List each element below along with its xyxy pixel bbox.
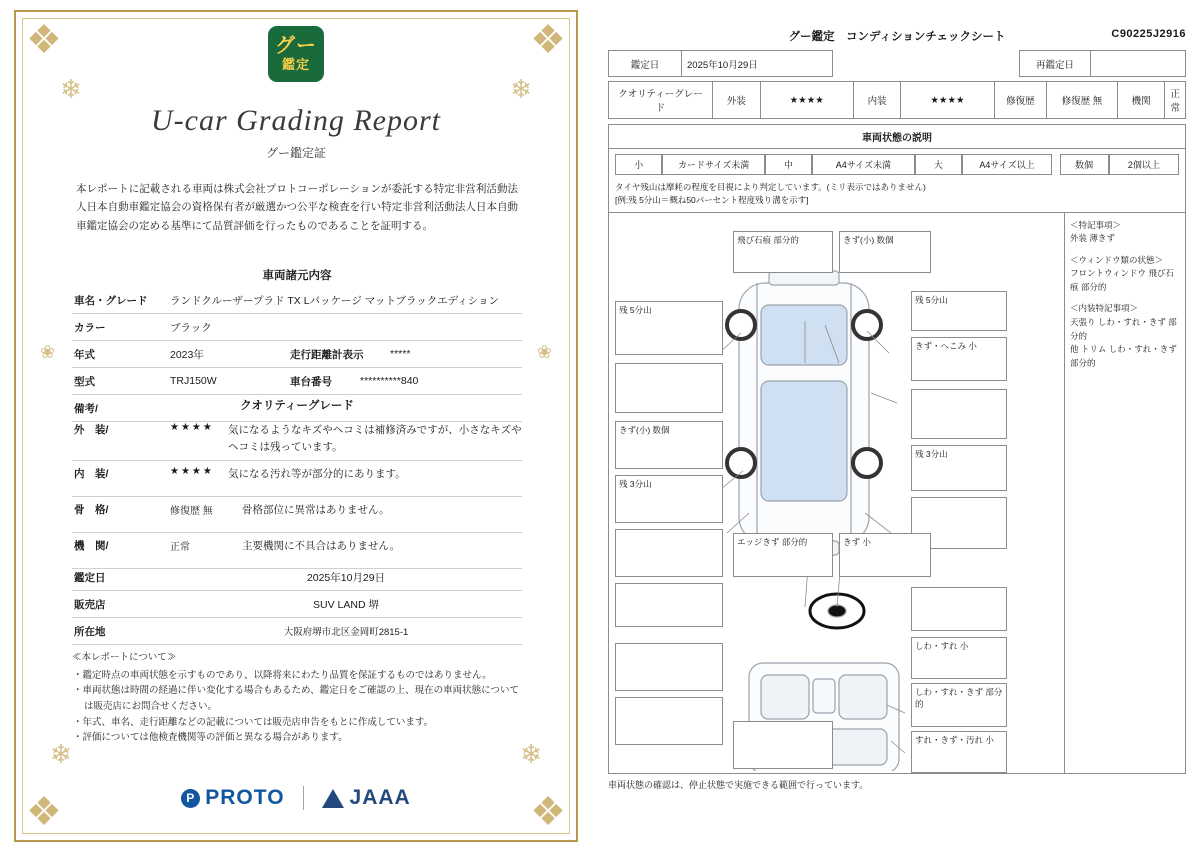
sheet-title-bar	[608, 28, 1186, 44]
sheet-footnote: 車両状態の確認は、停止状態で実施できる範囲で行っています。	[608, 779, 869, 790]
quality-text-engine: 主要機関に不具合はありません。	[242, 540, 401, 552]
dealer-row-shop	[72, 591, 522, 618]
proto-label: PROTO	[205, 786, 285, 809]
note-item: ・ 車両状態は時間の経過に伴い変化する場合もあるため、鑑定日をご確認の上、現在の車両状態については販売店にお問合せください。	[84, 683, 522, 714]
spec-value-model-code: TRJ150W	[170, 375, 217, 387]
spec-label-mileage: 走行距離計表示	[290, 348, 364, 361]
quality-grade-table	[72, 392, 522, 569]
quality-label-engine: 機 関/	[74, 540, 109, 552]
page-subtitle: グー鑑定証	[265, 146, 326, 160]
spec-row-year-mileage	[72, 341, 522, 368]
condition-check-sheet	[608, 28, 1186, 818]
size-key-small: 小	[615, 154, 662, 175]
brand-divider	[303, 786, 304, 810]
callout-left-blank-3	[615, 583, 723, 627]
header-value-date: 2025年10月29日	[682, 51, 833, 77]
quality-text-interior: 気になる汚れ等が部分的にあります。	[228, 468, 406, 480]
callout-left-blank-2	[615, 529, 723, 577]
repair-label: 修復歴	[994, 82, 1047, 119]
dealer-value-address: 大阪府堺市北区金岡町2815-1	[283, 627, 409, 638]
quality-label-frame: 骨 格/	[74, 504, 109, 516]
logo-top-text: グー	[275, 35, 317, 58]
callout-interior-blank-2	[615, 643, 723, 691]
callout-interior-3: すれ・きず・汚れ 小	[911, 731, 1007, 773]
tire-note	[609, 179, 1185, 212]
callout-left-lower: 残 3分山	[615, 475, 723, 523]
ornament-bottom-left-icon: ❖	[26, 790, 62, 834]
ornament-top-left-icon: ❖	[26, 18, 62, 62]
header-label-date: 鑑定日	[609, 51, 682, 77]
engine-value: 正常	[1165, 82, 1186, 119]
logo-bottom-text: 鑑定	[281, 57, 310, 73]
ornament-bottom-right-icon: ❖	[530, 790, 566, 834]
flourish-bottom-right-icon: ❄	[520, 739, 542, 769]
dealer-value-date: 2025年10月29日	[306, 571, 386, 584]
callout-top-mid-2: きず(小) 数個	[839, 231, 931, 273]
spec-label-vin: 車台番号	[290, 375, 332, 388]
quality-row-frame	[72, 497, 522, 533]
intro-paragraph: 本レポートに記載される車両は株式会社プロトコーポレーションが委託する特定非営利活動法人日本自動車鑑定協会の資格保有者が厳選かつ公平な検査を行い特定非営利活動法人日本自動車鑑定協会の定める基準にて品質評価を行ったものであることを証明する。	[76, 183, 518, 232]
callout-bottom-left: エッジきず 部分的	[733, 533, 833, 577]
flourish-right-icon: ❄	[510, 74, 532, 104]
remarks-heading-2: ＜ウィンドウ類の状態＞	[1070, 254, 1163, 265]
proto-logo	[181, 786, 284, 810]
quality-row-exterior	[72, 417, 522, 461]
flourish-left-icon: ❄	[60, 74, 82, 104]
quality-text-exterior: 気になるようなキズやヘコミは補修済みですが、小さなキズやヘコミは残っています。	[228, 424, 522, 453]
flourish-mid-left-icon: ❀	[40, 342, 56, 362]
grade-row	[609, 82, 1186, 119]
grade-summary-table	[608, 81, 1186, 119]
interior-label: 内装	[853, 82, 901, 119]
exterior-label: 外装	[713, 82, 761, 119]
notes-heading: ≪本レポートについて≫	[72, 652, 177, 663]
dealer-table	[72, 564, 522, 645]
note-item: ・ 評価については他検査機関等の評価と異なる場合があります。	[84, 730, 522, 746]
callout-interior-blank-3	[615, 697, 723, 745]
quality-label-interior: 内 装/	[74, 468, 109, 480]
header-row-date	[609, 51, 1186, 77]
dealer-label-address: 所在地	[74, 625, 106, 638]
size-value-large: A4サイズ以上	[962, 154, 1052, 175]
spec-value-color: ブラック	[170, 321, 212, 334]
certificate-panel	[14, 10, 578, 842]
callout-interior-1: しわ・すれ 小	[911, 637, 1007, 679]
callout-right-blank-1	[911, 389, 1007, 439]
callout-top-right: 残 5分山	[911, 291, 1007, 331]
spec-label-model-code: 型式	[74, 375, 95, 388]
remarks-text-1: 外装 薄きず	[1070, 233, 1115, 244]
spec-row-model-vin	[72, 368, 522, 395]
quality-label-exterior: 外 装/	[74, 424, 109, 436]
size-key-count: 数個	[1060, 154, 1109, 175]
spec-row-model-grade	[72, 287, 522, 314]
spec-row-color	[72, 314, 522, 341]
exterior-stars: ★★★★	[760, 82, 853, 119]
condition-explain-panel	[608, 124, 1186, 774]
remarks-heading-1: ＜特記事項＞	[1070, 219, 1122, 230]
dealer-row-date	[72, 564, 522, 591]
size-value-count: 2個以上	[1109, 154, 1179, 175]
flourish-bottom-left-icon: ❄	[50, 739, 72, 769]
callout-bottom-mid: きず 小	[839, 533, 931, 577]
size-value-medium: A4サイズ未満	[812, 154, 914, 175]
remarks-text-block	[1065, 213, 1185, 377]
sheet-header-table	[608, 50, 1186, 77]
spec-value-mileage: *****	[390, 348, 411, 360]
sheet-code: C90225J2916	[1111, 28, 1186, 40]
size-legend-row	[609, 149, 1185, 179]
quality-text-frame: 骨格部位に異常はありません。	[242, 504, 390, 516]
spec-value-model-grade: ランドクルーザープラド TX Lパッケージ マットブラックエディション	[170, 294, 500, 307]
spec-label-year: 年式	[74, 348, 95, 361]
quality-stars-interior: ★★★★	[170, 466, 214, 477]
condition-explain-heading: 車両状態の説明	[609, 125, 1185, 149]
spec-value-vin: **********840	[360, 375, 419, 387]
header-label-redate: 再鑑定日	[1020, 51, 1091, 77]
remarks-text-4: 他 トリム しわ・すれ・きず 部分的	[1070, 344, 1177, 368]
dealer-value-shop: SUV LAND 堺	[313, 598, 379, 611]
remarks-side-panel	[1064, 213, 1185, 773]
spec-label-remarks: 備考/	[74, 402, 98, 415]
brand-logos	[16, 786, 576, 810]
report-notes	[72, 650, 522, 746]
size-key-medium: 中	[765, 154, 812, 175]
quality-grade-heading: クオリティーグレード	[240, 400, 354, 412]
spec-value-year: 2023年	[170, 348, 204, 361]
remarks-text-2: フロントウィンドウ 飛び石痕 部分的	[1070, 268, 1174, 292]
header-value-redate	[1091, 51, 1186, 77]
page-title: U-car Grading Report	[151, 104, 441, 137]
quality-value-engine: 正常	[170, 542, 190, 553]
vehicle-spec-heading: 車両諸元内容	[262, 270, 332, 282]
goo-kantei-logo	[268, 26, 324, 82]
note-item: ・ 年式、車名、走行距離などの記載については販売店申告をもとに作成しています。	[84, 715, 522, 731]
callout-left-blank-1	[615, 363, 723, 413]
size-key-large: 大	[915, 154, 962, 175]
sheet-title: グー鑑定 コンディションチェックシート	[788, 31, 1006, 43]
dealer-label-shop: 販売店	[74, 598, 106, 611]
jaaa-mark-icon	[322, 789, 344, 808]
callout-interior-blank-4	[733, 721, 833, 769]
jaaa-logo	[322, 786, 411, 810]
ornament-top-right-icon: ❖	[530, 18, 566, 62]
flourish-mid-right-icon: ❀	[536, 342, 552, 362]
quality-row-interior	[72, 461, 522, 497]
remarks-heading-3: ＜内装特記事項＞	[1070, 303, 1139, 314]
jaaa-label: JAAA	[349, 786, 411, 809]
engine-label: 機関	[1117, 82, 1165, 119]
callout-left-mid: きず(小) 数個	[615, 421, 723, 469]
quality-value-frame: 修復歴 無	[170, 506, 213, 517]
callout-top-left: 残 5分山	[615, 301, 723, 355]
quality-stars-exterior: ★★★★	[170, 422, 214, 433]
spec-label-model-grade: 車名・グレード	[74, 294, 148, 307]
callout-top-mid-1: 飛び石痕 部分的	[733, 231, 833, 273]
callout-right-lower: 残 3分山	[911, 445, 1007, 491]
callout-right-upper: きず・へこみ 小	[911, 337, 1007, 381]
proto-mark-icon: P	[181, 789, 200, 808]
note-item: ・ 鑑定時点の車両状態を示すものであり、以降将来にわたり品質を保証するものではありません。	[84, 668, 522, 684]
dealer-label-date: 鑑定日	[74, 571, 106, 584]
remarks-text-3: 天張り しわ・すれ・きず 部分的	[1070, 317, 1177, 341]
grade-label: クオリティーグレード	[609, 82, 713, 119]
dealer-row-address	[72, 618, 522, 645]
repair-value: 修復歴 無	[1047, 82, 1118, 119]
tire-note-line2: [例:残 5分山＝概ね50パーセント程度残り溝を示す]	[615, 194, 809, 205]
interior-stars: ★★★★	[901, 82, 994, 119]
vehicle-diagram-area	[609, 212, 1185, 773]
size-value-small: カードサイズ未満	[662, 154, 764, 175]
tire-note-line1: タイヤ残山は摩耗の程度を目視により判定しています。(ミリ表示ではありません)	[615, 182, 926, 192]
spec-label-color: カラー	[74, 321, 106, 334]
callout-interior-2: しわ・すれ・きず 部分的	[911, 683, 1007, 727]
callout-interior-blank-1	[911, 587, 1007, 631]
